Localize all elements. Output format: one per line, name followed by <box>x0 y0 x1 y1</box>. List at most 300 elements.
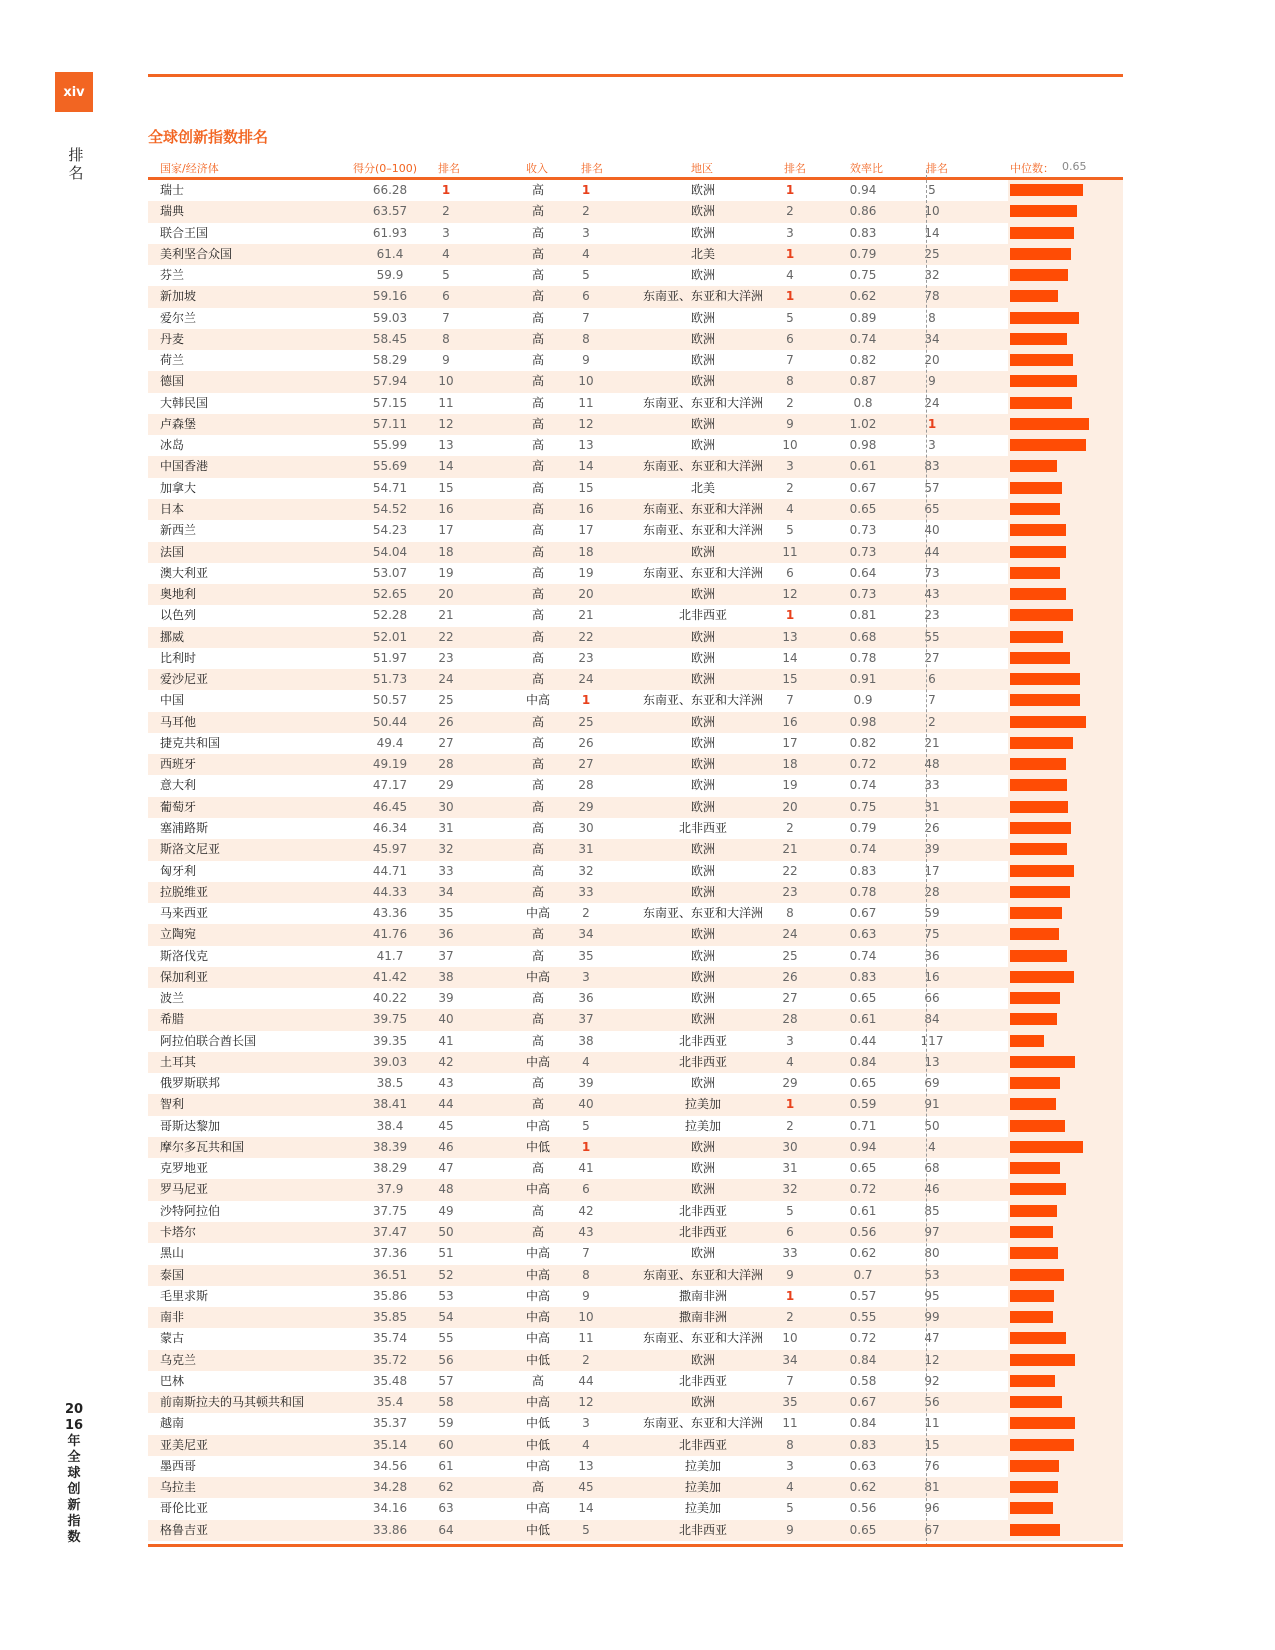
cell-efficiency: 0.72 <box>849 1182 877 1197</box>
cell-region-rank: 27 <box>782 991 798 1006</box>
cell-country: 乌克兰 <box>160 1352 197 1367</box>
cell-rank: 38 <box>438 969 454 984</box>
cell-income-rank: 2 <box>582 204 590 219</box>
efficiency-bar <box>1010 1439 1074 1451</box>
efficiency-bar <box>1010 1077 1060 1089</box>
cell-income: 高 <box>531 459 544 474</box>
cell-region-rank: 9 <box>786 416 794 431</box>
cell-efficiency-rank: 27 <box>924 650 940 665</box>
efficiency-bar <box>1010 418 1089 430</box>
cell-efficiency: 0.75 <box>849 268 877 283</box>
cell-region-rank: 4 <box>786 1054 794 1069</box>
efficiency-bar <box>1010 1332 1066 1344</box>
cell-income-rank: 7 <box>582 1246 590 1261</box>
cell-efficiency: 0.63 <box>849 927 877 942</box>
cell-region-rank: 3 <box>786 459 794 474</box>
cell-income: 高 <box>531 863 544 878</box>
cell-income: 高 <box>531 544 544 559</box>
cell-income-rank: 1 <box>581 183 591 197</box>
cell-score: 53.07 <box>372 565 408 580</box>
cell-region: 欧洲 <box>690 353 715 368</box>
cell-region-rank: 9 <box>786 1522 794 1537</box>
table-row <box>148 946 1123 967</box>
table-row <box>148 1435 1123 1456</box>
cell-region: 欧洲 <box>690 927 715 942</box>
efficiency-bar <box>1010 312 1079 324</box>
cell-region: 欧洲 <box>690 183 715 197</box>
efficiency-bar <box>1010 1226 1053 1238</box>
header-income: 收入 <box>526 162 548 175</box>
cell-rank: 15 <box>438 480 454 495</box>
cell-region: 欧洲 <box>690 991 715 1006</box>
cell-income: 高 <box>531 1225 544 1240</box>
cell-country: 比利时 <box>160 650 197 665</box>
table-row <box>148 1094 1123 1115</box>
cell-efficiency: 0.65 <box>849 1076 877 1091</box>
cell-efficiency-rank: 40 <box>924 523 940 538</box>
cell-region-rank: 2 <box>786 204 794 219</box>
cell-region: 欧洲 <box>690 438 715 453</box>
table-header <box>148 160 1123 178</box>
cell-region: 北非西亚 <box>678 1054 727 1069</box>
cell-country: 意大利 <box>160 778 197 793</box>
cell-rank: 56 <box>438 1352 454 1367</box>
cell-income: 中高 <box>525 1267 550 1282</box>
table-row <box>148 478 1123 499</box>
cell-income: 高 <box>531 735 544 750</box>
cell-country: 爱尔兰 <box>160 310 197 325</box>
cell-efficiency: 0.8 <box>853 395 873 410</box>
cell-income-rank: 3 <box>582 225 590 240</box>
cell-country: 中国 <box>160 693 185 708</box>
cell-country: 美利坚合众国 <box>160 246 233 261</box>
cell-income-rank: 12 <box>578 1395 594 1410</box>
header-income-rank: 排名 <box>581 162 603 175</box>
cell-income-rank: 32 <box>578 863 594 878</box>
cell-income-rank: 2 <box>582 906 590 921</box>
cell-efficiency: 0.67 <box>849 480 877 495</box>
efficiency-bar <box>1010 1162 1060 1174</box>
cell-region: 北非西亚 <box>678 820 727 835</box>
cell-efficiency: 0.81 <box>849 608 877 623</box>
cell-region: 欧洲 <box>690 1139 715 1154</box>
cell-region: 东南亚、东亚和大洋洲 <box>642 395 763 410</box>
cell-score: 34.16 <box>372 1501 408 1516</box>
cell-region-rank: 33 <box>782 1246 798 1261</box>
cell-efficiency-rank: 33 <box>924 778 940 793</box>
cell-efficiency-rank: 6 <box>928 672 936 687</box>
cell-region: 东南亚、东亚和大洋洲 <box>642 501 763 516</box>
table-row <box>148 180 1123 201</box>
cell-country: 捷克共和国 <box>160 735 221 750</box>
cell-region-rank: 3 <box>786 225 794 240</box>
cell-score: 41.76 <box>372 927 408 942</box>
cell-region-rank: 16 <box>782 714 798 729</box>
cell-income: 中高 <box>525 1501 550 1516</box>
efficiency-bar <box>1010 843 1067 855</box>
cell-region: 欧洲 <box>690 1182 715 1197</box>
cell-region: 欧洲 <box>690 714 715 729</box>
cell-rank: 7 <box>442 310 450 325</box>
cell-income: 高 <box>531 501 544 516</box>
table-row <box>148 435 1123 456</box>
cell-income: 高 <box>531 948 544 963</box>
cell-income: 高 <box>531 842 544 857</box>
cell-efficiency: 0.79 <box>849 246 877 261</box>
cell-country: 马来西亚 <box>160 906 209 921</box>
cell-country: 土耳其 <box>160 1054 197 1069</box>
header-country: 国家/经济体 <box>160 162 219 175</box>
cell-rank: 18 <box>438 544 454 559</box>
table-row <box>148 393 1123 414</box>
cell-income-rank: 26 <box>578 735 594 750</box>
cell-rank: 44 <box>438 1097 454 1112</box>
page-number-badge: xiv <box>55 72 93 112</box>
cell-region-rank: 25 <box>782 948 798 963</box>
efficiency-bar <box>1010 865 1074 877</box>
table-row <box>148 627 1123 648</box>
table-row <box>148 712 1123 733</box>
cell-efficiency-rank: 91 <box>924 1097 940 1112</box>
cell-rank: 19 <box>438 565 454 580</box>
cell-efficiency-rank: 36 <box>924 948 940 963</box>
cell-rank: 46 <box>438 1139 454 1154</box>
cell-region-rank: 5 <box>786 523 794 538</box>
cell-efficiency-rank: 28 <box>924 884 940 899</box>
cell-region: 北非西亚 <box>678 1033 727 1048</box>
cell-efficiency: 0.65 <box>849 501 877 516</box>
cell-score: 38.29 <box>372 1161 408 1176</box>
cell-region-rank: 22 <box>782 863 798 878</box>
cell-efficiency-rank: 65 <box>924 501 940 516</box>
cell-country: 塞浦路斯 <box>160 820 209 835</box>
efficiency-bar <box>1010 1247 1058 1259</box>
cell-region-rank: 3 <box>786 1033 794 1048</box>
cell-score: 55.99 <box>372 438 408 453</box>
cell-efficiency: 0.71 <box>849 1118 877 1133</box>
cell-region-rank: 18 <box>782 757 798 772</box>
cell-rank: 60 <box>438 1437 454 1452</box>
cell-income: 高 <box>531 565 544 580</box>
cell-region: 北非西亚 <box>678 1225 727 1240</box>
cell-region-rank: 11 <box>782 1416 798 1431</box>
cell-region-rank: 21 <box>782 842 798 857</box>
cell-efficiency: 0.89 <box>849 310 877 325</box>
cell-country: 俄罗斯联邦 <box>160 1076 221 1091</box>
cell-income-rank: 18 <box>578 544 594 559</box>
cell-rank: 36 <box>438 927 454 942</box>
cell-efficiency-rank: 34 <box>924 331 940 346</box>
cell-efficiency-rank: 26 <box>924 820 940 835</box>
cell-region: 欧洲 <box>690 948 715 963</box>
cell-region: 欧洲 <box>690 310 715 325</box>
cell-country: 法国 <box>160 544 185 559</box>
table-row <box>148 414 1123 435</box>
efficiency-bar <box>1010 737 1073 749</box>
cell-efficiency: 0.59 <box>849 1097 877 1112</box>
cell-income: 高 <box>531 1033 544 1048</box>
table-row <box>148 265 1123 286</box>
cell-region: 北非西亚 <box>678 1522 727 1537</box>
cell-rank: 32 <box>438 842 454 857</box>
cell-score: 38.39 <box>372 1139 408 1154</box>
cell-efficiency: 0.65 <box>849 1161 877 1176</box>
cell-income: 高 <box>531 523 544 538</box>
efficiency-bar <box>1010 1056 1075 1068</box>
cell-country: 中国香港 <box>160 459 209 474</box>
cell-efficiency: 0.56 <box>849 1501 877 1516</box>
cell-efficiency-rank: 16 <box>924 969 940 984</box>
cell-efficiency-rank: 96 <box>924 1501 940 1516</box>
cell-income-rank: 6 <box>582 1182 590 1197</box>
cell-score: 40.22 <box>372 991 408 1006</box>
cell-efficiency-rank: 46 <box>924 1182 940 1197</box>
table-row <box>148 1392 1123 1413</box>
cell-rank: 22 <box>438 629 454 644</box>
cell-efficiency: 0.62 <box>849 1480 877 1495</box>
cell-region-rank: 5 <box>786 1203 794 1218</box>
cell-region: 欧洲 <box>690 842 715 857</box>
cell-region: 东南亚、东亚和大洋洲 <box>642 906 763 921</box>
efficiency-bar <box>1010 907 1062 919</box>
efficiency-bar <box>1010 567 1060 579</box>
cell-income-rank: 39 <box>578 1076 594 1091</box>
cell-efficiency: 0.78 <box>849 650 877 665</box>
cell-region-rank: 8 <box>786 1437 794 1452</box>
cell-income-rank: 19 <box>578 565 594 580</box>
cell-income-rank: 21 <box>578 608 594 623</box>
cell-region: 北美 <box>690 480 715 495</box>
cell-income-rank: 5 <box>582 1522 590 1537</box>
efficiency-bar <box>1010 588 1066 600</box>
cell-income-rank: 9 <box>582 1288 590 1303</box>
table-row <box>148 1350 1123 1371</box>
efficiency-bar <box>1010 1460 1059 1472</box>
cell-country: 新加坡 <box>160 289 197 304</box>
cell-efficiency-rank: 99 <box>924 1310 940 1325</box>
table-row <box>148 201 1123 222</box>
cell-region-rank: 1 <box>785 608 795 623</box>
cell-region: 欧洲 <box>690 672 715 687</box>
cell-score: 57.11 <box>372 416 408 431</box>
table-row <box>148 924 1123 945</box>
cell-region: 欧洲 <box>690 268 715 283</box>
cell-income-rank: 14 <box>578 459 594 474</box>
cell-income: 高 <box>531 353 544 368</box>
cell-rank: 21 <box>438 608 454 623</box>
cell-country: 马耳他 <box>160 714 197 729</box>
cell-income-rank: 3 <box>582 969 590 984</box>
cell-country: 乌拉圭 <box>160 1480 197 1495</box>
cell-rank: 53 <box>438 1288 454 1303</box>
cell-rank: 13 <box>438 438 454 453</box>
cell-efficiency: 0.72 <box>849 757 877 772</box>
efficiency-bar <box>1010 886 1070 898</box>
cell-country: 匈牙利 <box>160 863 197 878</box>
cell-efficiency-rank: 53 <box>924 1267 940 1282</box>
cell-efficiency: 0.82 <box>849 735 877 750</box>
cell-income-rank: 8 <box>582 1267 590 1282</box>
table-row <box>148 1413 1123 1434</box>
cell-score: 54.71 <box>372 480 408 495</box>
cell-region: 东南亚、东亚和大洋洲 <box>642 1331 763 1346</box>
cell-income-rank: 4 <box>582 1054 590 1069</box>
cell-income: 中高 <box>525 1458 550 1473</box>
cell-country: 西班牙 <box>160 757 197 772</box>
cell-income: 高 <box>531 331 544 346</box>
cell-income: 高 <box>531 608 544 623</box>
cell-rank: 1 <box>441 183 451 197</box>
cell-efficiency-rank: 47 <box>924 1331 940 1346</box>
cell-efficiency: 0.98 <box>849 714 877 729</box>
table-row <box>148 563 1123 584</box>
cell-efficiency: 0.73 <box>849 544 877 559</box>
header-efficiency: 效率比 <box>850 162 883 175</box>
median-reference-line <box>926 170 927 1546</box>
cell-region-rank: 11 <box>782 544 798 559</box>
cell-country: 克罗地亚 <box>160 1161 209 1176</box>
table-row <box>148 371 1123 392</box>
cell-efficiency: 0.86 <box>849 204 877 219</box>
cell-rank: 30 <box>438 799 454 814</box>
cell-score: 37.9 <box>376 1182 404 1197</box>
cell-score: 59.9 <box>376 268 404 283</box>
cell-region-rank: 13 <box>782 629 798 644</box>
cell-income: 高 <box>531 310 544 325</box>
cell-efficiency-rank: 25 <box>924 246 940 261</box>
cell-rank: 2 <box>442 204 450 219</box>
cell-country: 奥地利 <box>160 587 197 602</box>
cell-efficiency-rank: 20 <box>924 353 940 368</box>
cell-income-rank: 30 <box>578 820 594 835</box>
cell-income-rank: 20 <box>578 587 594 602</box>
cell-score: 49.4 <box>376 735 404 750</box>
cell-score: 37.75 <box>372 1203 408 1218</box>
cell-income: 高 <box>531 1161 544 1176</box>
cell-country: 亚美尼亚 <box>160 1437 209 1452</box>
cell-efficiency: 0.61 <box>849 1203 877 1218</box>
cell-country: 芬兰 <box>160 268 185 283</box>
cell-country: 爱沙尼亚 <box>160 672 209 687</box>
cell-region-rank: 28 <box>782 1012 798 1027</box>
cell-income: 中高 <box>525 969 550 984</box>
cell-region: 欧洲 <box>690 650 715 665</box>
cell-region-rank: 10 <box>782 438 798 453</box>
cell-rank: 39 <box>438 991 454 1006</box>
efficiency-bar <box>1010 248 1071 260</box>
cell-efficiency-rank: 68 <box>924 1161 940 1176</box>
cell-score: 52.28 <box>372 608 408 623</box>
cell-income-rank: 31 <box>578 842 594 857</box>
cell-region-rank: 15 <box>782 672 798 687</box>
cell-efficiency-rank: 31 <box>924 799 940 814</box>
table-row <box>148 1307 1123 1328</box>
cell-region-rank: 6 <box>786 565 794 580</box>
cell-rank: 47 <box>438 1161 454 1176</box>
cell-efficiency-rank: 4 <box>928 1139 936 1154</box>
cell-efficiency-rank: 56 <box>924 1395 940 1410</box>
cell-rank: 17 <box>438 523 454 538</box>
cell-score: 54.04 <box>372 544 408 559</box>
cell-rank: 45 <box>438 1118 454 1133</box>
top-rule <box>148 74 1123 77</box>
cell-score: 52.01 <box>372 629 408 644</box>
cell-country: 巴林 <box>160 1373 185 1388</box>
cell-region: 东南亚、东亚和大洋洲 <box>642 1416 763 1431</box>
cell-country: 哥斯达黎加 <box>160 1118 221 1133</box>
cell-score: 35.72 <box>372 1352 408 1367</box>
cell-region: 欧洲 <box>690 1076 715 1091</box>
cell-efficiency: 0.72 <box>849 1331 877 1346</box>
cell-score: 35.85 <box>372 1310 408 1325</box>
cell-country: 挪威 <box>160 629 185 644</box>
cell-income: 高 <box>531 395 544 410</box>
efficiency-bar <box>1010 758 1066 770</box>
cell-country: 德国 <box>160 374 185 389</box>
cell-efficiency: 0.61 <box>849 1012 877 1027</box>
cell-efficiency: 0.65 <box>849 1522 877 1537</box>
cell-rank: 62 <box>438 1480 454 1495</box>
cell-income-rank: 14 <box>578 1501 594 1516</box>
cell-score: 38.41 <box>372 1097 408 1112</box>
cell-income-rank: 40 <box>578 1097 594 1112</box>
cell-income-rank: 12 <box>578 416 594 431</box>
cell-region-rank: 1 <box>785 183 795 197</box>
cell-income-rank: 22 <box>578 629 594 644</box>
cell-country: 澳大利亚 <box>160 565 209 580</box>
cell-score: 45.97 <box>372 842 408 857</box>
cell-income-rank: 10 <box>578 1310 594 1325</box>
cell-region: 欧洲 <box>690 778 715 793</box>
cell-income-rank: 9 <box>582 353 590 368</box>
cell-country: 黑山 <box>160 1246 185 1261</box>
efficiency-bar <box>1010 1311 1053 1323</box>
table-row <box>148 1201 1123 1222</box>
cell-efficiency: 0.7 <box>853 1267 873 1282</box>
table-row <box>148 733 1123 754</box>
header-region-rank: 排名 <box>784 162 806 175</box>
cell-country: 沙特阿拉伯 <box>160 1203 221 1218</box>
cell-region-rank: 26 <box>782 969 798 984</box>
cell-efficiency-rank: 55 <box>924 629 940 644</box>
cell-income-rank: 5 <box>582 268 590 283</box>
cell-region: 北美 <box>690 246 715 261</box>
cell-country: 日本 <box>160 501 185 516</box>
cell-efficiency-rank: 48 <box>924 757 940 772</box>
efficiency-bar <box>1010 1396 1062 1408</box>
cell-region: 欧洲 <box>690 884 715 899</box>
cell-rank: 64 <box>438 1522 454 1537</box>
cell-rank: 57 <box>438 1373 454 1388</box>
cell-region-rank: 3 <box>786 1458 794 1473</box>
cell-efficiency: 0.75 <box>849 799 877 814</box>
cell-efficiency-rank: 13 <box>924 1054 940 1069</box>
cell-efficiency: 0.74 <box>849 948 877 963</box>
cell-efficiency-rank: 84 <box>924 1012 940 1027</box>
efficiency-bar <box>1010 503 1060 515</box>
table-row <box>148 1009 1123 1030</box>
header-median-label: 中位数： <box>1010 162 1054 175</box>
cell-region-rank: 1 <box>785 1097 795 1112</box>
cell-efficiency: 0.67 <box>849 906 877 921</box>
cell-income: 中高 <box>525 1331 550 1346</box>
cell-income-rank: 43 <box>578 1225 594 1240</box>
table-row <box>148 1073 1123 1094</box>
cell-efficiency: 0.64 <box>849 565 877 580</box>
cell-country: 加拿大 <box>160 480 197 495</box>
cell-efficiency: 0.67 <box>849 1395 877 1410</box>
cell-country: 斯洛文尼亚 <box>160 842 221 857</box>
